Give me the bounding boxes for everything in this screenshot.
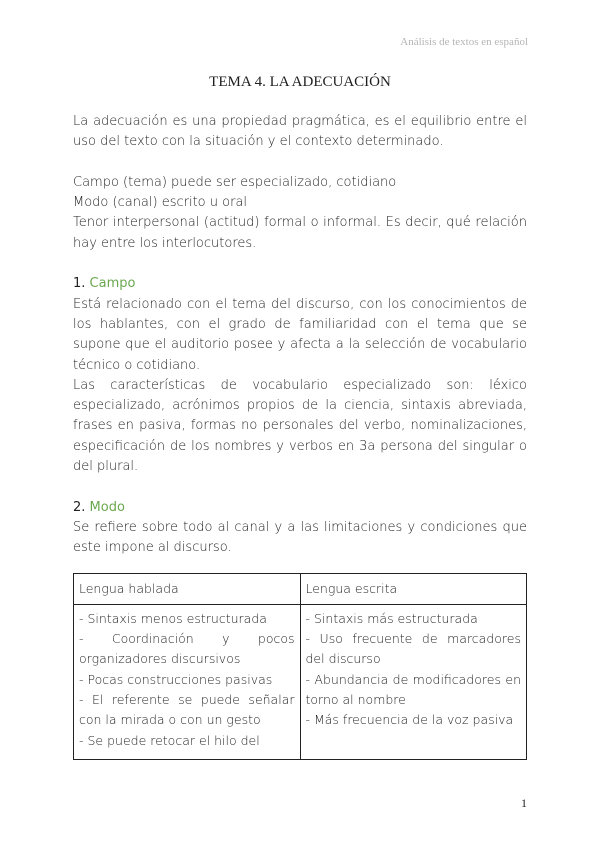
section-title-text: Campo: [89, 276, 136, 292]
page-number: 1: [521, 796, 527, 810]
list-item: - Sintaxis más estructurada: [305, 610, 478, 626]
document-body: [73, 112, 527, 760]
table-row: [74, 604, 527, 759]
campo-paragraph-2: Las características de vocabulario especializado son: léxico especializado, acrónimos propios de la ciencia, sintaxis abreviada, frases en pasiva, formas no personales del verbo, nominalizaciones, especificación de los nombres y verbos en 3a persona del singular o del plural.: [73, 377, 527, 475]
page-title: TEMA 4. LA ADECUACIÓN: [209, 74, 391, 90]
cell-lengua-hablada: [74, 604, 301, 759]
list-item: - Uso frecuente de marcadores del discurso: [305, 631, 521, 667]
list-item: - Se puede retocar el hilo del: [79, 732, 260, 748]
header-lengua-escrita: Lengua escrita: [300, 573, 527, 604]
list-item: - El referente se puede señalar con la mirada o con un gesto: [79, 692, 295, 728]
table-header-row: [74, 573, 527, 604]
definition-modo: Modo (canal) escrito u oral: [73, 195, 248, 211]
modo-paragraph-1: Se refiere sobre todo al canal y a las limitaciones y condiciones que este impone al discurso.: [73, 519, 527, 556]
list-item: - Abundancia de modificadores en torno al nombre: [305, 671, 521, 708]
section-heading-modo: [73, 498, 527, 518]
definition-tenor: Tenor interpersonal (actitud) formal o informal. Es decir, qué relación hay entre los interlocutores.: [73, 215, 527, 251]
list-item: - Más frecuencia de la voz pasiva: [305, 712, 514, 728]
intro-paragraph: La adecuación es una propiedad pragmática, es el equilibrio entre el uso del texto con la situación y el contexto determinado.: [73, 114, 527, 150]
section-number: 2.: [73, 499, 86, 515]
campo-paragraph-1: Está relacionado con el tema del discurso, con los conocimientos de los hablantes, con el grado de familiaridad con el tema que se supone que el auditorio posee y afecta a la selección de vocabulario técnico o cotidiano.: [73, 296, 527, 373]
running-header: Análisis de textos en español: [400, 36, 528, 48]
section-number: 1.: [73, 276, 86, 292]
comparison-table: [73, 573, 527, 760]
list-item: - Pocas construcciones pasivas: [79, 671, 273, 687]
cell-lengua-escrita: [300, 604, 527, 759]
list-item: - Sintaxis menos estructurada: [79, 610, 267, 626]
section-heading-campo: [73, 274, 527, 294]
header-lengua-hablada: Lengua hablada: [74, 573, 301, 604]
list-item: - Coordinación y pocos organizadores discursivos: [79, 631, 295, 667]
definition-campo: Campo (tema) puede ser especializado, cotidiano: [73, 174, 397, 190]
section-title-text: Modo: [89, 499, 125, 515]
